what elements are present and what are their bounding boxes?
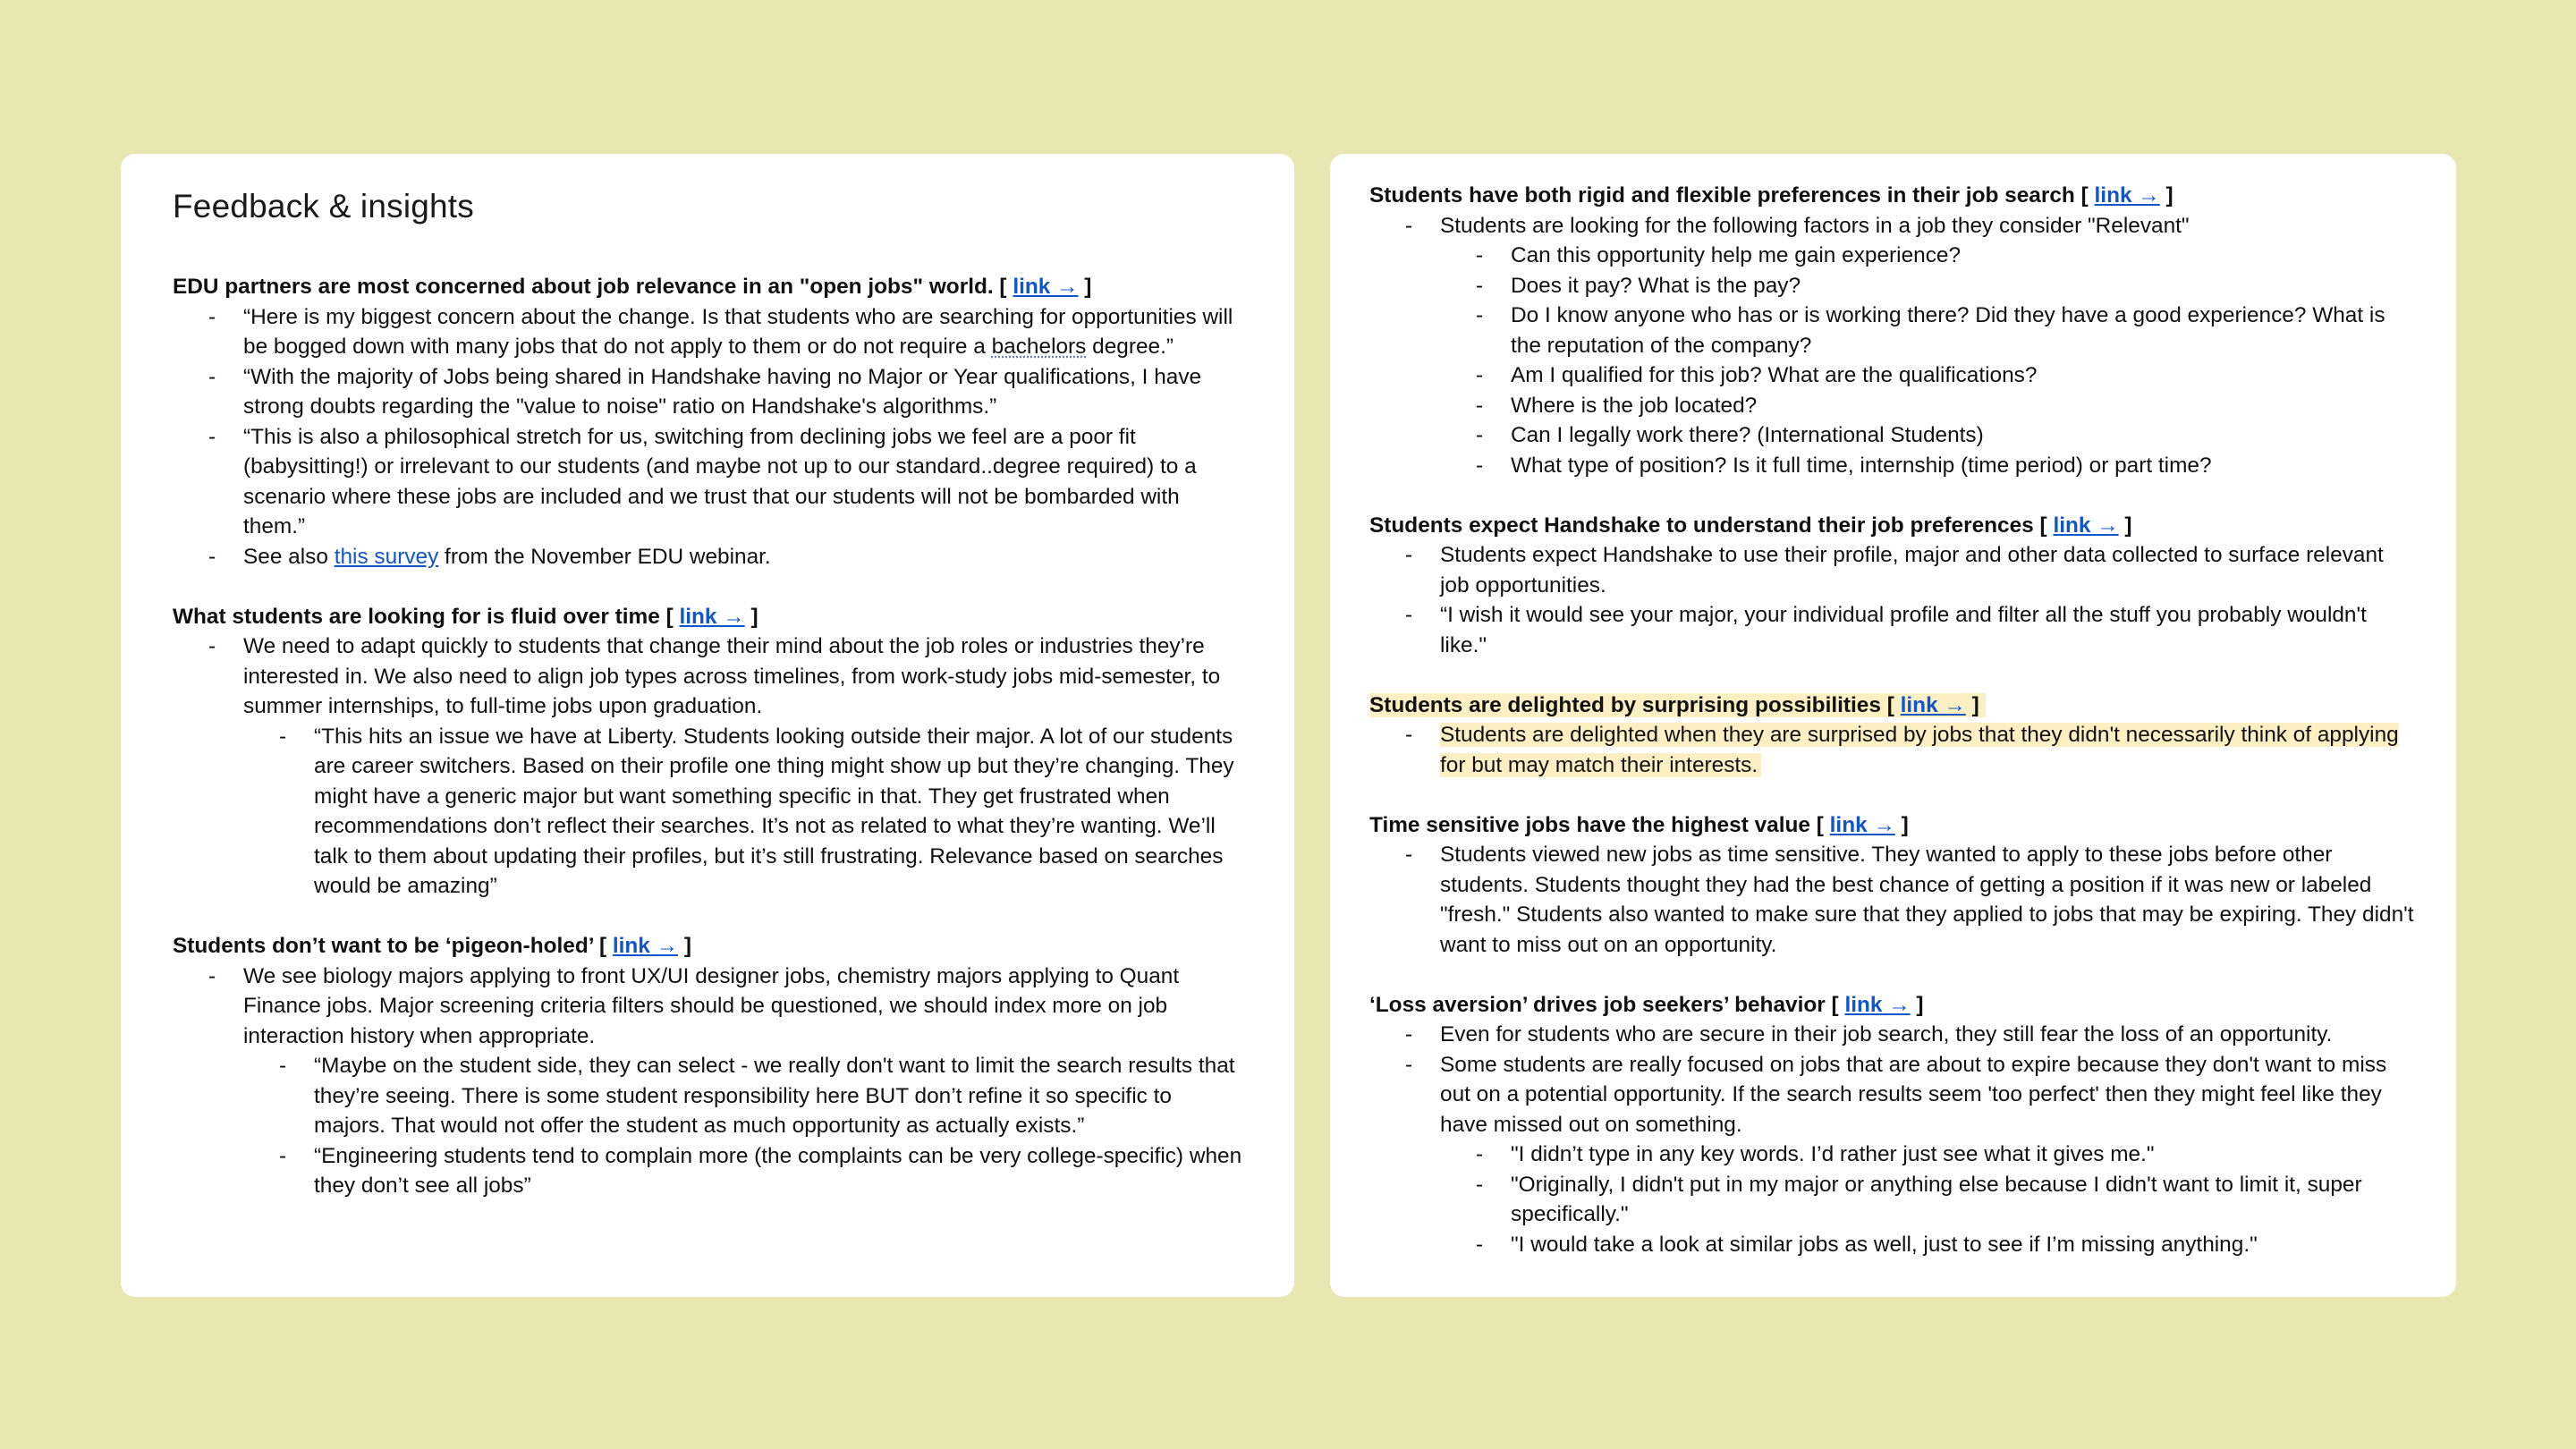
sub-list-item: - Can I legally work there? (International Students) [1440,420,2417,451]
item-text: Students are looking for the following factors in a job they consider "Relevant" [1440,213,2190,238]
item-text-pre: See also [243,544,335,569]
section-heading: Students expect Handshake to understand their job preferences [ link → ] [1369,513,2132,538]
sub-list-item: - Am I qualified for this job? What are the qualifications? [1440,360,2417,391]
section-heading-text: Time sensitive jobs have the highest value [1369,812,1810,837]
sub-list-item: - “Maybe on the student side, they can select - we really don't want to limit the search results that they’re seeing. There is some student responsibility here BUT don’t refine it so specific to majors. That would not offer the student as much opportunity as actually exists.” [243,1051,1242,1141]
list-item [1369,1050,2417,1260]
list-item: - “I wish it would see your major, your individual profile and filter all the stuff you probably wouldn't like." [1369,600,2417,660]
section [173,272,1242,572]
list-item: - Students expect Handshake to use their profile, major and other data collected to surface relevant job opportunities. [1369,540,2417,600]
list-item: - “This is also a philosophical stretch for us, switching from declining jobs we feel are a poor fit (babysitting!) or irrelevant to our students (and maybe not up to our standard..degree required) to a scenario where these jobs are included and we trust that our students will not be bombarded with them.” [173,422,1242,542]
section-heading-text: Students don’t want to be ‘pigeon-holed’ [173,934,594,958]
spellcheck-word: bachelors [991,335,1087,359]
list-item: - Students viewed new jobs as time sensitive. They wanted to apply to these jobs before other students. Students thought they had the best chance of getting a position if it was new or labeled "fresh." Students also wanted to make sure that they applied to jobs that may be expiring. They didn't want to miss out on an opportunity. [1369,840,2417,960]
list-item [1369,720,2417,780]
item-text-post: from the November EDU webinar. [438,544,771,569]
list-item [173,302,1242,362]
list-item [173,962,1242,1201]
sub-list-item: - “Engineering students tend to complain more (the complaints can be very college-specific) when they don’t see all jobs” [243,1141,1242,1201]
section-heading-text: What students are looking for is fluid over time [173,604,660,629]
sub-list-item: - "I would take a look at similar jobs as well, just to see if I’m missing anything." [1440,1230,2417,1260]
sub-list-item: - "I didn’t type in any key words. I’d rather just see what it gives me." [1440,1140,2417,1170]
sub-list-item: - Can this opportunity help me gain experience? [1440,241,2417,271]
sub-list-item: - Do I know anyone who has or is working there? Did they have a good experience? What is the reputation of the company? [1440,301,2417,360]
section-highlighted [1369,691,2417,781]
sub-list-item: - “This hits an issue we have at Liberty. Students looking outside their major. A lot of our students are career switchers. Based on their profile one thing might show up but they’re changing. They might have a generic major but want something specific in that. They get frustrated when recommendations don’t reflect their searches. It’s not as related to what they’re wanting. We’ll talk to them about updating their profiles, but it’s still frustrating. Relevance based on searches would be amazing” [243,722,1242,902]
section-heading-text: Students expect Handshake to understand their job preferences [1369,513,2034,538]
item-text: Some students are really focused on jobs that are about to expire because they don't want to miss out on a potential opportunity. If the search results seem 'too perfect' then they might feel like they have missed out on something. [1440,1052,2387,1137]
section-heading: Students don’t want to be ‘pigeon-holed’ [ link → ] [173,934,691,958]
sub-list-item: - "Originally, I didn't put in my major or anything else because I didn't want to limit it, super specifically." [1440,1170,2417,1230]
sub-list-item: - Where is the job located? [1440,391,2417,421]
section-heading: EDU partners are most concerned about job relevance in an "open jobs" world. [ link → ] [173,275,1092,299]
quote-text-pre: “Here is my biggest concern about the change. Is that students who are searching for opportunities will be bogged down with many jobs that do not apply to them or do not require a [243,304,1233,359]
highlighted-heading: Students are delighted by surprising possibilities [ link → ] [1369,692,1986,717]
list-item [173,542,1242,572]
section-heading [1369,691,2417,721]
section-link[interactable]: link → [1844,992,1911,1017]
section-heading: ‘Loss aversion’ drives job seekers’ behavior [ link → ] [1369,992,1924,1017]
section-heading-text: EDU partners are most concerned about job relevance in an "open jobs" world. [173,275,994,299]
section-heading: What students are looking for is fluid over time [ link → ] [173,604,758,629]
section-link[interactable]: link → [612,934,679,958]
section-heading-text: Students have both rigid and flexible preferences in their job search [1369,183,2075,208]
sub-list-item: - What type of position? Is it full time, internship (time period) or part time? [1440,451,2417,481]
section-heading: Students have both rigid and flexible preferences in their job search [ link → ] [1369,183,2174,208]
right-card [1330,154,2456,1297]
section [1369,181,2417,480]
section-heading: Time sensitive jobs have the highest value [ link → ] [1369,812,1909,837]
section [1369,511,2417,661]
section-link[interactable]: link → [679,604,745,629]
section-link[interactable]: link → [1013,275,1079,299]
list-item [1369,211,2417,481]
section [173,931,1242,1201]
quote-text-post: degree.” [1086,335,1174,359]
section [1369,810,2417,961]
section-link[interactable]: link → [2053,513,2119,538]
survey-link[interactable]: this survey [334,544,439,569]
sub-list-item: - Does it pay? What is the pay? [1440,271,2417,301]
section [1369,990,2417,1260]
left-card [121,154,1294,1297]
section-link[interactable]: link → [1829,812,1895,837]
section-link[interactable]: link → [2094,183,2160,208]
section [173,602,1242,902]
section-link[interactable]: link → [1900,692,1966,717]
section-heading-text: ‘Loss aversion’ drives job seekers’ behavior [1369,992,1826,1017]
section-heading-text: Students are delighted by surprising possibilities [1369,692,1881,717]
page-title: Feedback & insights [173,188,474,225]
item-text: We need to adapt quickly to students that change their mind about the job roles or industries they’re interested in. We also need to align job types across timelines, from work-study jobs mid-semester, to summer internships, to full-time jobs upon graduation. [243,634,1221,718]
list-item: - Even for students who are secure in their job search, they still fear the loss of an opportunity. [1369,1020,2417,1050]
list-item: - “With the majority of Jobs being shared in Handshake having no Major or Year qualifications, I have strong doubts regarding the "value to noise" ratio on Handshake's algorithms.” [173,362,1242,422]
list-item [173,631,1242,902]
highlighted-text: Students are delighted when they are surprised by jobs that they didn't necessarily think of applying for but may match their interests. [1440,723,2399,777]
item-text: We see biology majors applying to front UX/UI designer jobs, chemistry majors applying to Quant Finance jobs. Major screening criteria filters should be questioned, we should index more on job interaction history when appropriate. [243,963,1180,1048]
